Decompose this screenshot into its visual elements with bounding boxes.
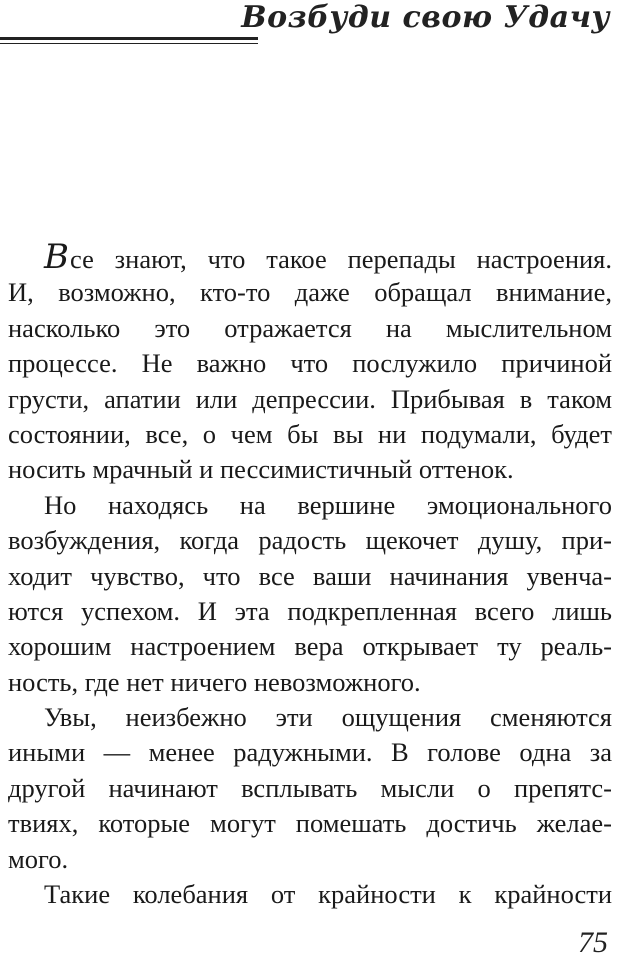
text-line: твиях, которые могут помешать достичь желае-	[8, 808, 612, 839]
text-line: ность, где нет ничего невозможного.	[8, 666, 421, 697]
text-line: ются успехом. И эта подкрепленная всего лишь	[8, 595, 612, 626]
header-rule-thin	[0, 43, 258, 44]
text-line: ходит чувство, что все ваши начинания увенча-	[8, 560, 612, 591]
text-line: Все знают, что такое перепады настроения.	[44, 237, 612, 277]
page-number: 75	[578, 926, 608, 959]
text-line: грусти, апатии или депрессии. Прибывая в таком	[8, 383, 612, 414]
header-rule-thick	[0, 37, 258, 40]
text-line: состоянии, все, о чем бы вы ни подумали, будет	[8, 418, 612, 449]
text-line: Такие колебания от крайности к крайности	[44, 879, 612, 910]
text-line: мого.	[8, 843, 69, 874]
text-line: хорошим настроением вера открывает ту реаль-	[8, 631, 612, 662]
running-header	[0, 0, 620, 52]
body-text	[8, 237, 612, 912]
running-title: Возбуди свою Удачу	[241, 0, 610, 35]
text-line: процессе. Не важно что послужило причиной	[8, 348, 612, 379]
text-line: насколько это отражается на мыслительном	[8, 312, 612, 343]
text-line: возбуждения, когда радость щекочет душу, при-	[8, 525, 612, 556]
text-line: иными — менее радужными. В голове одна за	[8, 737, 612, 768]
text-line: Увы, неизбежно эти ощущения сменяются	[44, 702, 612, 733]
text-line: носить мрачный и пессимистичный оттенок.	[8, 454, 514, 485]
text-line: И, возможно, кто-то даже обращал внимание,	[8, 277, 612, 308]
text-line: другой начинают всплывать мысли о препятс-	[8, 772, 612, 803]
text-line: Но находясь на вершине эмоционального	[44, 489, 612, 520]
drop-cap: В	[44, 237, 69, 277]
